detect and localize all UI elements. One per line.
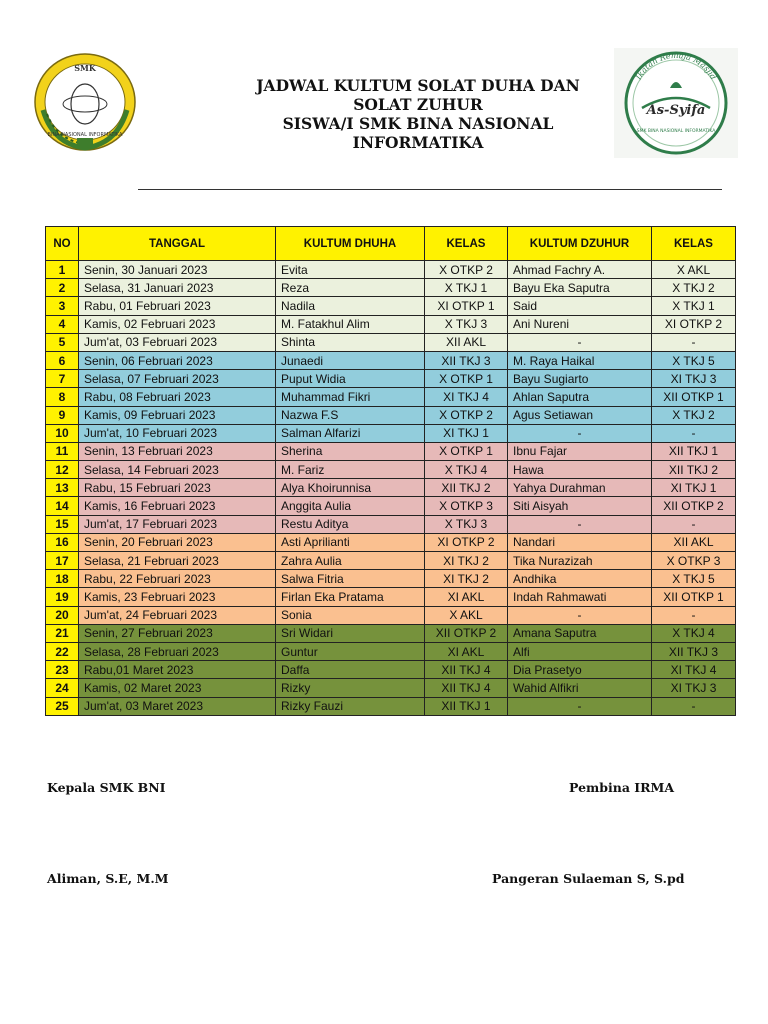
cell-kultum-dzuhur: Bayu Sugiarto: [508, 370, 652, 388]
cell-tanggal: Kamis, 02 Maret 2023: [79, 679, 276, 697]
cell-kelas-dhuha: XI AKL: [425, 642, 508, 660]
cell-tanggal: Rabu,01 Maret 2023: [79, 661, 276, 679]
table-row: [46, 661, 736, 679]
cell-kelas-dzuhur: X TKJ 2: [652, 406, 736, 424]
cell-kultum-dhuha: Asti Aprilianti: [276, 533, 425, 551]
cell-no: 24: [46, 679, 79, 697]
cell-tanggal: Selasa, 28 Februari 2023: [79, 642, 276, 660]
cell-tanggal: Selasa, 07 Februari 2023: [79, 370, 276, 388]
cell-kelas-dhuha: XI TKJ 2: [425, 570, 508, 588]
cell-kultum-dzuhur: Siti Aisyah: [508, 497, 652, 515]
cell-kultum-dhuha: M. Fatakhul Alim: [276, 315, 425, 333]
cell-kelas-dzuhur: X TKJ 5: [652, 351, 736, 369]
cell-kultum-dzuhur: Wahid Alfikri: [508, 679, 652, 697]
logo-right-lower-text: SMK BINA NASIONAL INFORMATIKA: [636, 129, 716, 134]
cell-kelas-dhuha: XII TKJ 4: [425, 661, 508, 679]
right-signature-name: Pangeran Sulaeman S, S.pd: [492, 871, 685, 886]
cell-tanggal: Kamis, 09 Februari 2023: [79, 406, 276, 424]
header-kelas-dhuha: KELAS: [425, 227, 508, 261]
cell-kelas-dzuhur: -: [652, 333, 736, 351]
cell-tanggal: Rabu, 15 Februari 2023: [79, 479, 276, 497]
table-row: [46, 588, 736, 606]
cell-kelas-dhuha: X AKL: [425, 606, 508, 624]
cell-kelas-dzuhur: XI TKJ 3: [652, 370, 736, 388]
cell-kultum-dzuhur: Dia Prasetyo: [508, 661, 652, 679]
cell-tanggal: Kamis, 16 Februari 2023: [79, 497, 276, 515]
cell-kelas-dhuha: XI TKJ 2: [425, 552, 508, 570]
header-kelas-dzuhur: KELAS: [652, 227, 736, 261]
cell-kultum-dhuha: M. Fariz: [276, 461, 425, 479]
table-header-row: [46, 227, 736, 261]
cell-kultum-dzuhur: Agus Setiawan: [508, 406, 652, 424]
cell-kelas-dzuhur: XII AKL: [652, 533, 736, 551]
table-body: [46, 261, 736, 716]
cell-kelas-dhuha: XII TKJ 3: [425, 351, 508, 369]
cell-kultum-dhuha: Sri Widari: [276, 624, 425, 642]
cell-no: 19: [46, 588, 79, 606]
cell-tanggal: Kamis, 23 Februari 2023: [79, 588, 276, 606]
header-divider: [138, 189, 722, 190]
cell-kultum-dzuhur: Ahmad Fachry A.: [508, 261, 652, 279]
cell-kelas-dhuha: XI TKJ 4: [425, 388, 508, 406]
table-row: [46, 333, 736, 351]
cell-kelas-dhuha: XII AKL: [425, 333, 508, 351]
cell-kelas-dzuhur: XI TKJ 1: [652, 479, 736, 497]
cell-tanggal: Jum'at, 24 Februari 2023: [79, 606, 276, 624]
cell-tanggal: Selasa, 14 Februari 2023: [79, 461, 276, 479]
cell-kultum-dhuha: Puput Widia: [276, 370, 425, 388]
cell-kultum-dzuhur: Indah Rahmawati: [508, 588, 652, 606]
cell-kelas-dhuha: XII TKJ 1: [425, 697, 508, 715]
table-row: [46, 261, 736, 279]
logo-left-top-text: SMK: [74, 63, 96, 73]
cell-kultum-dzuhur: Ahlan Saputra: [508, 388, 652, 406]
header-tanggal: TANGGAL: [79, 227, 276, 261]
cell-kultum-dhuha: Nadila: [276, 297, 425, 315]
cell-no: 25: [46, 697, 79, 715]
cell-kultum-dzuhur: -: [508, 697, 652, 715]
cell-kelas-dhuha: XII TKJ 4: [425, 679, 508, 697]
table-row: [46, 388, 736, 406]
table-row: [46, 297, 736, 315]
cell-no: 3: [46, 297, 79, 315]
cell-kultum-dzuhur: Amana Saputra: [508, 624, 652, 642]
cell-kelas-dzuhur: X AKL: [652, 261, 736, 279]
table-row: [46, 552, 736, 570]
table-row: [46, 497, 736, 515]
cell-kultum-dhuha: Rizky: [276, 679, 425, 697]
title-line-3: SISWA/I SMK BINA NASIONAL: [282, 114, 554, 133]
table-row: [46, 370, 736, 388]
cell-kelas-dzuhur: XI TKJ 3: [652, 679, 736, 697]
cell-kelas-dzuhur: XII OTKP 2: [652, 497, 736, 515]
cell-tanggal: Jum'at, 03 Maret 2023: [79, 697, 276, 715]
cell-kelas-dhuha: X OTKP 1: [425, 442, 508, 460]
cell-tanggal: Rabu, 22 Februari 2023: [79, 570, 276, 588]
cell-no: 9: [46, 406, 79, 424]
cell-no: 17: [46, 552, 79, 570]
cell-kelas-dzuhur: X OTKP 3: [652, 552, 736, 570]
title-line-4: INFORMATIKA: [352, 133, 484, 152]
title-line-2: SOLAT ZUHUR: [353, 95, 483, 114]
table-row: [46, 479, 736, 497]
cell-tanggal: Senin, 13 Februari 2023: [79, 442, 276, 460]
cell-kultum-dzuhur: Hawa: [508, 461, 652, 479]
header-no: NO: [46, 227, 79, 261]
table-row: [46, 642, 736, 660]
cell-kelas-dhuha: XI OTKP 2: [425, 533, 508, 551]
table-row: [46, 515, 736, 533]
cell-tanggal: Jum'at, 10 Februari 2023: [79, 424, 276, 442]
cell-no: 18: [46, 570, 79, 588]
cell-kultum-dzuhur: -: [508, 515, 652, 533]
cell-kultum-dhuha: Guntur: [276, 642, 425, 660]
cell-kultum-dhuha: Reza: [276, 279, 425, 297]
cell-tanggal: Rabu, 08 Februari 2023: [79, 388, 276, 406]
cell-kultum-dzuhur: Yahya Durahman: [508, 479, 652, 497]
cell-tanggal: Senin, 20 Februari 2023: [79, 533, 276, 551]
cell-kelas-dzuhur: -: [652, 697, 736, 715]
cell-kelas-dhuha: X TKJ 4: [425, 461, 508, 479]
title-line-1: JADWAL KULTUM SOLAT DUHA DAN: [256, 76, 580, 95]
irma-as-syifa-logo: [614, 48, 738, 158]
cell-no: 20: [46, 606, 79, 624]
left-signature-name: Aliman, S.E, M.M: [47, 871, 169, 886]
cell-kultum-dhuha: Shinta: [276, 333, 425, 351]
cell-kultum-dhuha: Firlan Eka Pratama: [276, 588, 425, 606]
cell-kultum-dhuha: Restu Aditya: [276, 515, 425, 533]
table-row: [46, 424, 736, 442]
cell-kultum-dzuhur: -: [508, 606, 652, 624]
smk-bni-logo: [33, 52, 137, 152]
cell-kelas-dzuhur: XII TKJ 3: [652, 642, 736, 660]
cell-kelas-dhuha: XI OTKP 1: [425, 297, 508, 315]
cell-kelas-dzuhur: XII OTKP 1: [652, 388, 736, 406]
cell-no: 11: [46, 442, 79, 460]
cell-kelas-dhuha: XI AKL: [425, 588, 508, 606]
cell-kultum-dhuha: Anggita Aulia: [276, 497, 425, 515]
cell-kultum-dzuhur: -: [508, 333, 652, 351]
table-row: [46, 315, 736, 333]
logo-left-ring-text: BINA NASIONAL INFORMATIKA: [47, 132, 123, 138]
cell-no: 6: [46, 351, 79, 369]
cell-tanggal: Senin, 30 Januari 2023: [79, 261, 276, 279]
table-row: [46, 679, 736, 697]
cell-kultum-dzuhur: Alfi: [508, 642, 652, 660]
table-row: [46, 570, 736, 588]
cell-kultum-dhuha: Muhammad Fikri: [276, 388, 425, 406]
cell-kultum-dzuhur: Ani Nureni: [508, 315, 652, 333]
cell-kelas-dzuhur: XI OTKP 2: [652, 315, 736, 333]
cell-no: 23: [46, 661, 79, 679]
cell-kultum-dhuha: Evita: [276, 261, 425, 279]
right-signature-role: Pembina IRMA: [569, 780, 675, 795]
cell-kultum-dhuha: Sherina: [276, 442, 425, 460]
cell-kultum-dhuha: Salman Alfarizi: [276, 424, 425, 442]
cell-kelas-dhuha: XI TKJ 1: [425, 424, 508, 442]
cell-tanggal: Kamis, 02 Februari 2023: [79, 315, 276, 333]
cell-kultum-dhuha: Junaedi: [276, 351, 425, 369]
cell-kultum-dzuhur: Bayu Eka Saputra: [508, 279, 652, 297]
cell-kultum-dhuha: Sonia: [276, 606, 425, 624]
cell-kultum-dhuha: Daffa: [276, 661, 425, 679]
cell-kultum-dhuha: Zahra Aulia: [276, 552, 425, 570]
cell-kelas-dzuhur: X TKJ 4: [652, 624, 736, 642]
cell-kelas-dzuhur: X TKJ 5: [652, 570, 736, 588]
cell-tanggal: Selasa, 31 Januari 2023: [79, 279, 276, 297]
cell-kelas-dhuha: X OTKP 2: [425, 406, 508, 424]
cell-tanggal: Jum'at, 17 Februari 2023: [79, 515, 276, 533]
table-row: [46, 442, 736, 460]
cell-kelas-dzuhur: XI TKJ 4: [652, 661, 736, 679]
cell-no: 10: [46, 424, 79, 442]
table-row: [46, 461, 736, 479]
cell-kelas-dhuha: XII TKJ 2: [425, 479, 508, 497]
cell-no: 21: [46, 624, 79, 642]
logo-right-arc-text: Ikatan Remaja Masjid: [633, 50, 718, 82]
cell-kelas-dzuhur: X TKJ 1: [652, 297, 736, 315]
cell-kelas-dzuhur: -: [652, 515, 736, 533]
cell-kelas-dzuhur: XII TKJ 1: [652, 442, 736, 460]
cell-no: 8: [46, 388, 79, 406]
cell-kultum-dzuhur: Andhika: [508, 570, 652, 588]
table-row: [46, 533, 736, 551]
cell-no: 7: [46, 370, 79, 388]
cell-kelas-dzuhur: XII TKJ 2: [652, 461, 736, 479]
table-row: [46, 279, 736, 297]
cell-no: 13: [46, 479, 79, 497]
cell-tanggal: Senin, 06 Februari 2023: [79, 351, 276, 369]
cell-kultum-dzuhur: Ibnu Fajar: [508, 442, 652, 460]
table-row: [46, 406, 736, 424]
cell-kultum-dhuha: Rizky Fauzi: [276, 697, 425, 715]
cell-kelas-dhuha: X TKJ 3: [425, 315, 508, 333]
cell-kelas-dzuhur: -: [652, 606, 736, 624]
cell-no: 1: [46, 261, 79, 279]
cell-no: 15: [46, 515, 79, 533]
schedule-table: [45, 226, 736, 716]
table-row: [46, 697, 736, 715]
cell-kelas-dzuhur: XII OTKP 1: [652, 588, 736, 606]
cell-no: 12: [46, 461, 79, 479]
table-row: [46, 351, 736, 369]
cell-kelas-dhuha: X OTKP 3: [425, 497, 508, 515]
cell-no: 16: [46, 533, 79, 551]
cell-kelas-dzuhur: -: [652, 424, 736, 442]
document-title: [200, 76, 636, 152]
logo-right-name: As-Syifa: [646, 103, 706, 118]
cell-kultum-dhuha: Salwa Fitria: [276, 570, 425, 588]
cell-kultum-dzuhur: Nandari: [508, 533, 652, 551]
table-row: [46, 624, 736, 642]
cell-kultum-dzuhur: -: [508, 424, 652, 442]
cell-no: 22: [46, 642, 79, 660]
cell-no: 14: [46, 497, 79, 515]
cell-tanggal: Rabu, 01 Februari 2023: [79, 297, 276, 315]
cell-no: 5: [46, 333, 79, 351]
cell-kelas-dhuha: X TKJ 1: [425, 279, 508, 297]
cell-kelas-dhuha: X OTKP 1: [425, 370, 508, 388]
cell-kelas-dhuha: X OTKP 2: [425, 261, 508, 279]
cell-tanggal: Jum'at, 03 Februari 2023: [79, 333, 276, 351]
cell-kelas-dhuha: X TKJ 3: [425, 515, 508, 533]
left-signature-role: Kepala SMK BNI: [47, 780, 166, 795]
cell-tanggal: Senin, 27 Februari 2023: [79, 624, 276, 642]
header-kultum-dhuha: KULTUM DHUHA: [276, 227, 425, 261]
cell-kultum-dzuhur: Tika Nurazizah: [508, 552, 652, 570]
cell-kultum-dhuha: Nazwa F.S: [276, 406, 425, 424]
header-kultum-dzuhur: KULTUM DZUHUR: [508, 227, 652, 261]
cell-kelas-dhuha: XII OTKP 2: [425, 624, 508, 642]
table-row: [46, 606, 736, 624]
cell-tanggal: Selasa, 21 Februari 2023: [79, 552, 276, 570]
cell-kultum-dzuhur: M. Raya Haikal: [508, 351, 652, 369]
cell-no: 4: [46, 315, 79, 333]
cell-kultum-dhuha: Alya Khoirunnisa: [276, 479, 425, 497]
cell-kultum-dzuhur: Said: [508, 297, 652, 315]
cell-no: 2: [46, 279, 79, 297]
cell-kelas-dzuhur: X TKJ 2: [652, 279, 736, 297]
